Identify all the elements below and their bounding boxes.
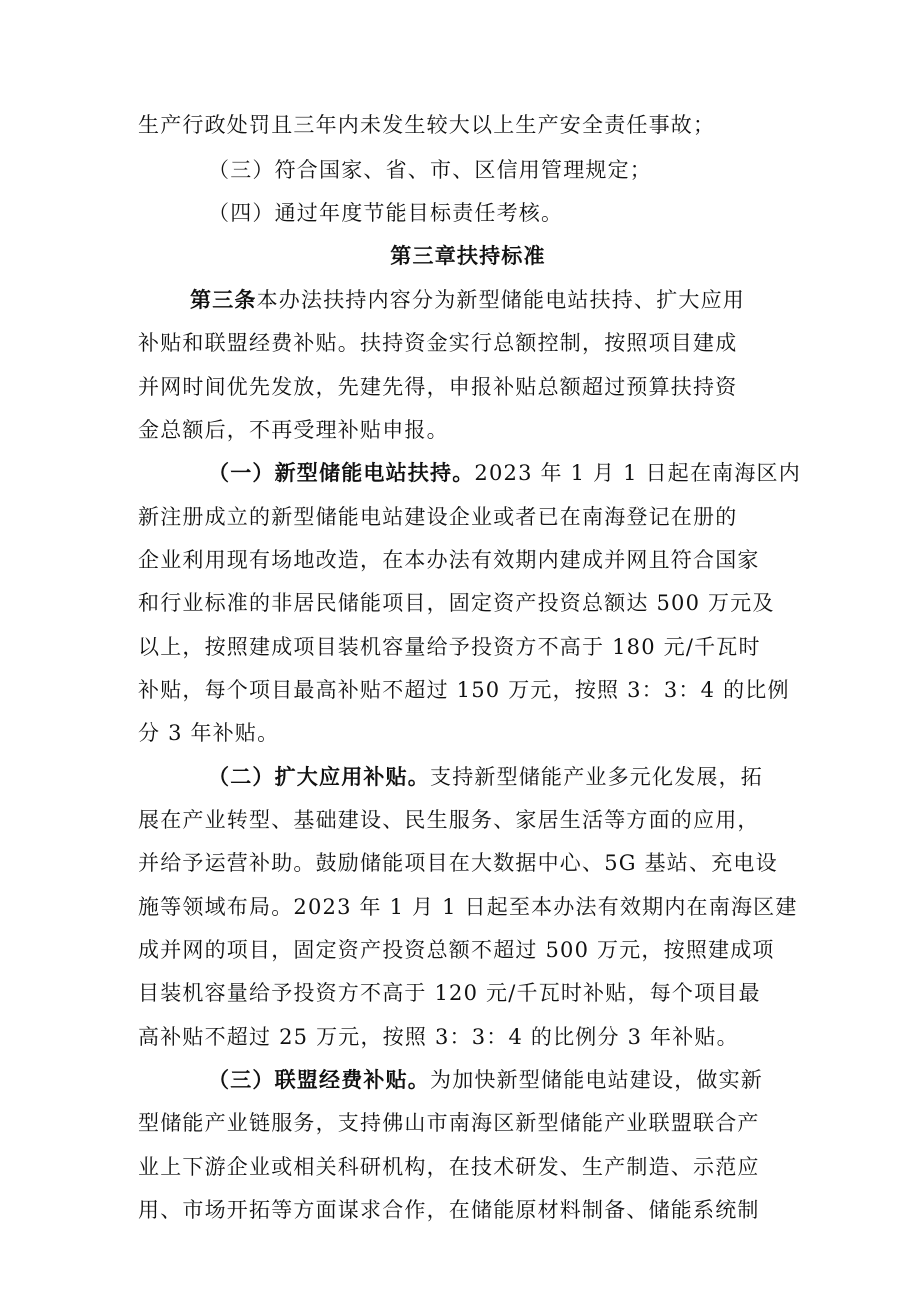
item-1-line-7 [138, 718, 798, 748]
line-text: 2023 年 1 月 1 日起在南海区内 [474, 461, 801, 485]
item-3-line-4 [138, 1195, 798, 1225]
article-label: 第三条 [190, 287, 257, 312]
line-text: 为加快新型储能电站建设，做实新 [430, 1068, 763, 1092]
line-text: 以上，按照建成项目装机容量给予投资方不高于 180 元/千瓦时 [138, 635, 761, 659]
line-text: 本办法扶持内容分为新型储能电站扶持、扩大应用 [256, 288, 746, 312]
line-text: 施等领域布局。2023 年 1 月 1 日起至本办法有效期内在南海区建 [138, 895, 798, 919]
item-2-line-4 [138, 892, 798, 922]
article-3-line-2 [138, 328, 798, 358]
chapter-heading [138, 241, 798, 271]
line-text: 展在产业转型、基础建设、民生服务、家居生活等方面的应用， [138, 808, 760, 832]
list-item-4 [208, 198, 798, 228]
item-1-line-5 [138, 632, 798, 662]
item-1-line-1 [208, 458, 801, 488]
line-text: 用、市场开拓等方面谋求合作，在储能原材料制备、储能系统制 [138, 1198, 760, 1222]
line-text: （三）符合国家、省、市、区信用管理规定； [208, 158, 652, 182]
item-3-line-3 [138, 1152, 798, 1182]
item-1-line-4 [138, 588, 798, 618]
line-text: 企业利用现有场地改造，在本办法有效期内建成并网且符合国家 [138, 548, 760, 572]
line-text: 并网时间优先发放，先建先得，申报补贴总额超过预算扶持资 [138, 375, 738, 399]
item-3-line-2 [138, 1108, 798, 1138]
item-1-line-3 [138, 545, 798, 575]
line-text: 金总额后，不再受理补贴申报。 [138, 418, 449, 442]
article-3-line-3 [138, 372, 798, 402]
item-2-line-2 [138, 805, 798, 835]
item-1-line-2 [138, 502, 798, 532]
item-1-title: （一）新型储能电站扶持。 [208, 460, 475, 485]
line-text: 目装机容量给予投资方不高于 120 元/千瓦时补贴，每个项目最 [138, 981, 761, 1005]
item-1-line-6 [138, 675, 798, 705]
item-2-line-1 [208, 762, 798, 792]
item-2-line-6 [138, 978, 798, 1008]
article-3-line-4 [138, 415, 798, 445]
line-text: （四）通过年度节能目标责任考核。 [208, 201, 564, 225]
line-text: 业上下游企业或相关科研机构，在技术研发、生产制造、示范应 [138, 1155, 760, 1179]
list-item-3 [208, 155, 798, 185]
line-text: 和行业标准的非居民储能项目，固定资产投资总额达 500 万元及 [138, 591, 775, 615]
item-2-line-5 [138, 935, 798, 965]
line-text: 并给予运营补助。鼓励储能项目在大数据中心、5G 基站、充电设 [138, 851, 778, 875]
line-text: 高补贴不超过 25 万元，按照 3：3：4 的比例分 3 年补贴。 [138, 1025, 739, 1049]
item-3-title: （三）联盟经费补贴。 [208, 1067, 430, 1092]
line-text: 补贴和联盟经费补贴。扶持资金实行总额控制，按照项目建成 [138, 331, 738, 355]
item-2-title: （二）扩大应用补贴。 [208, 764, 430, 789]
item-2-line-7 [138, 1022, 798, 1052]
item-3-line-1 [208, 1065, 798, 1095]
item-2-line-3 [138, 848, 798, 878]
line-text: 型储能产业链服务，支持佛山市南海区新型储能产业联盟联合产 [138, 1111, 760, 1135]
article-3-line-1 [190, 285, 798, 315]
paragraph-line-1 [138, 110, 798, 140]
line-text: 支持新型储能产业多元化发展，拓 [430, 765, 763, 789]
heading-text: 第三章扶持标准 [390, 243, 546, 268]
line-text: 补贴，每个项目最高补贴不超过 150 万元，按照 3：3：4 的比例 [138, 678, 790, 702]
line-text: 成并网的项目，固定资产投资总额不超过 500 万元，按照建成项 [138, 938, 775, 962]
line-text: 生产行政处罚且三年内未发生较大以上生产安全责任事故； [138, 113, 716, 137]
line-text: 新注册成立的新型储能电站建设企业或者已在南海登记在册的 [138, 505, 738, 529]
line-text: 分 3 年补贴。 [138, 721, 280, 745]
